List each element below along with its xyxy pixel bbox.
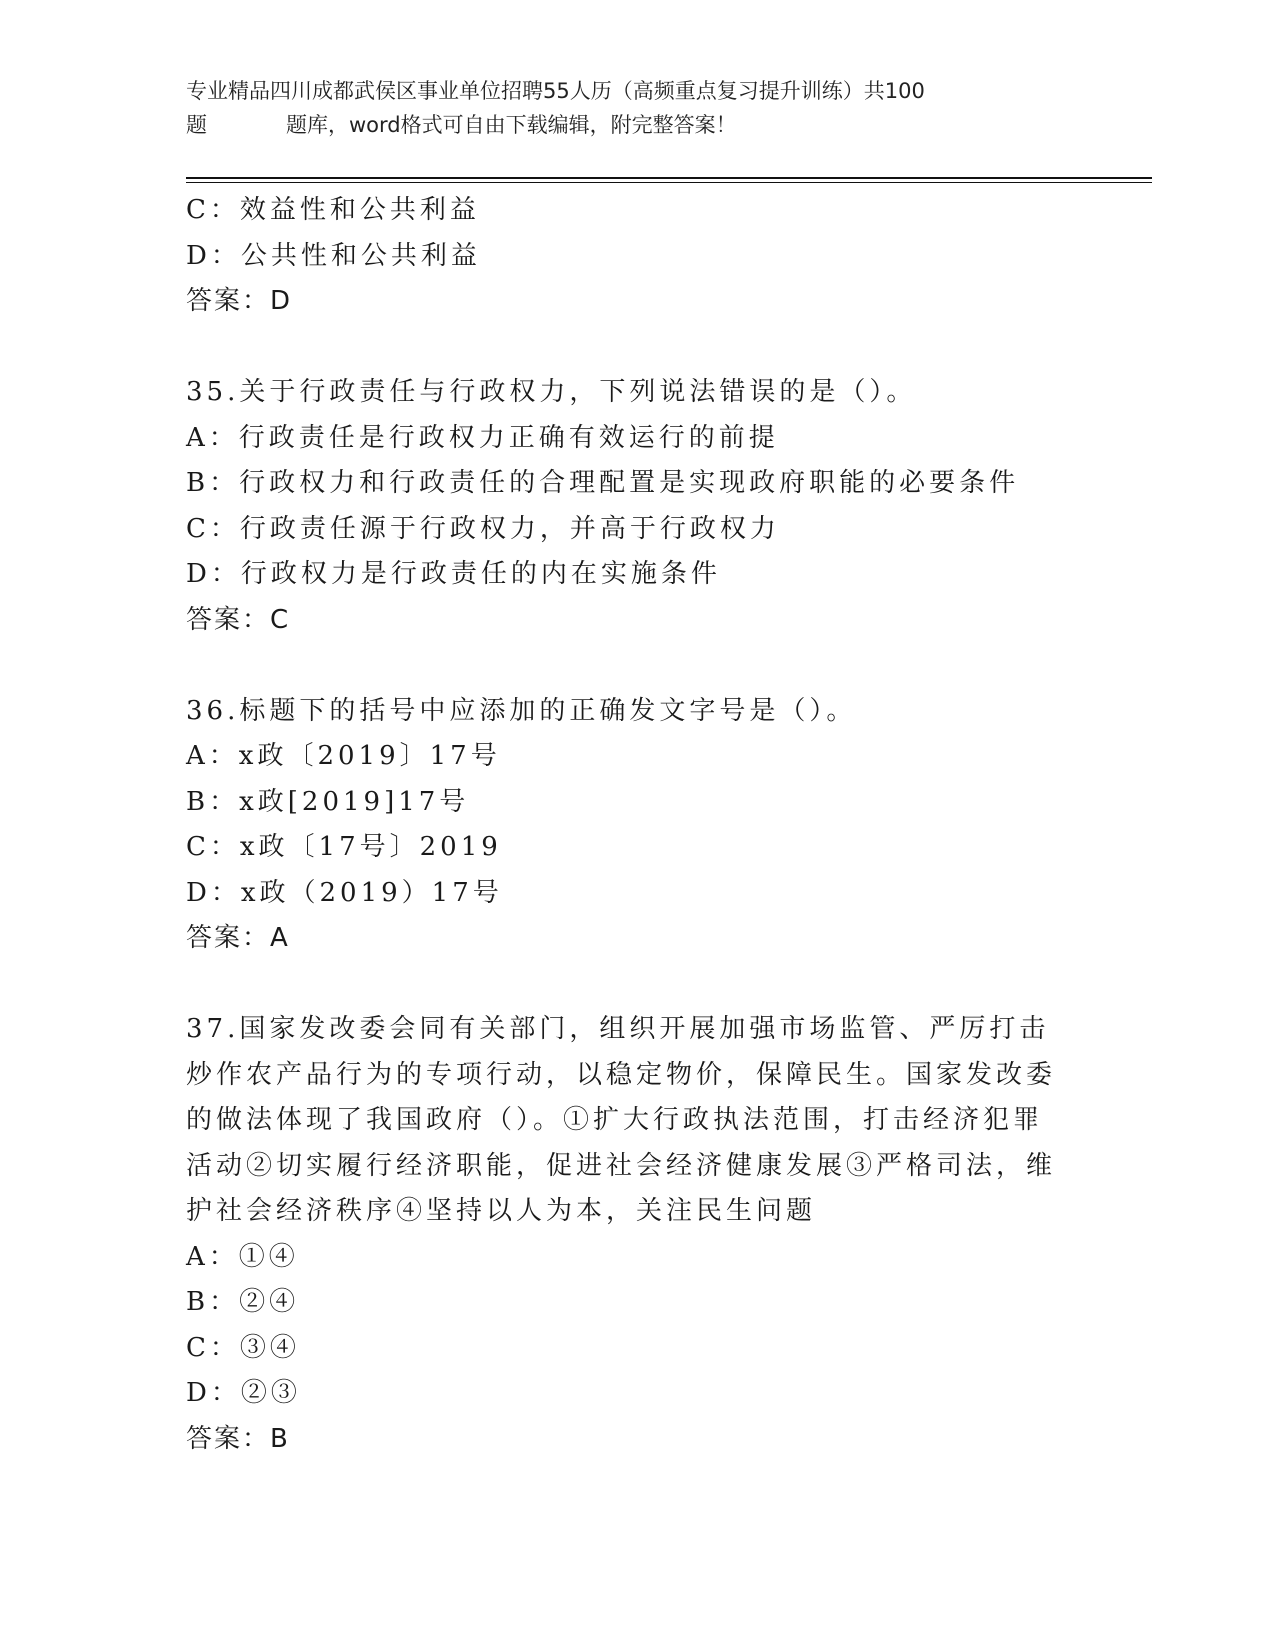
option-b: B：x政[2019]17号 [186, 786, 470, 817]
option-d: D：公共性和公共利益 [186, 240, 481, 271]
question-stem: 37.国家发改委会同有关部门，组织开展加强市场监管、严厉打击炒作农产品行为的专项行动，以稳定物价，保障民生。国家发改委的做法体现了我国政府（）。①扩大行政执法范围，打击经济犯罪活动②切实履行经济职能，促进社会经济健康发展③严格司法，维护社会经济秩序④坚持以人为本，关注民生问题 [186, 1014, 1057, 1226]
option-b: B：②④ [186, 1287, 300, 1317]
option-c: C：效益性和公共利益 [186, 195, 480, 225]
question-stem: 35.关于行政责任与行政权力，下列说法错误的是（）。 [186, 377, 917, 407]
answer: 答案：A [186, 923, 290, 953]
header-divider-thin [186, 182, 1152, 183]
option-a: A：行政责任是行政权力正确有效运行的前提 [186, 422, 779, 453]
option-d: D：行政权力是行政责任的内在实施条件 [186, 559, 721, 589]
option-b: B：行政权力和行政责任的合理配置是实现政府职能的必要条件 [186, 468, 1020, 498]
option-a: A：x政〔2019〕17号 [186, 741, 501, 771]
answer: 答案：B [186, 1423, 290, 1454]
header-title-line1: 专业精品四川成都武侯区事业单位招聘55人历（高频重点复习提升训练）共100 [186, 79, 925, 103]
header-title-line2 [186, 108, 1066, 142]
option-c: C：行政责任源于行政权力，并高于行政权力 [186, 513, 780, 544]
header-title-line2-tail: 题库，word格式可自由下载编辑，附完整答案！ [286, 113, 737, 137]
option-a: A：①④ [186, 1241, 299, 1272]
answer: 答案：D [186, 286, 293, 316]
spacer [186, 325, 1086, 371]
option-c: C：x政〔17号〕2019 [186, 832, 502, 862]
header-divider-thick [186, 177, 1152, 179]
spacer [186, 643, 1086, 689]
option-d: D：x政（2019）17号 [186, 877, 503, 908]
header-title-line2-head: 题 [186, 113, 207, 137]
option-c: C：③④ [186, 1332, 300, 1363]
page-header [186, 74, 1066, 142]
spacer [186, 962, 1086, 1008]
document-body [186, 188, 1086, 1462]
question-stem: 36.标题下的括号中应添加的正确发文字号是（）。 [186, 695, 857, 726]
option-d: D：②③ [186, 1378, 301, 1408]
answer: 答案：C [186, 604, 291, 635]
